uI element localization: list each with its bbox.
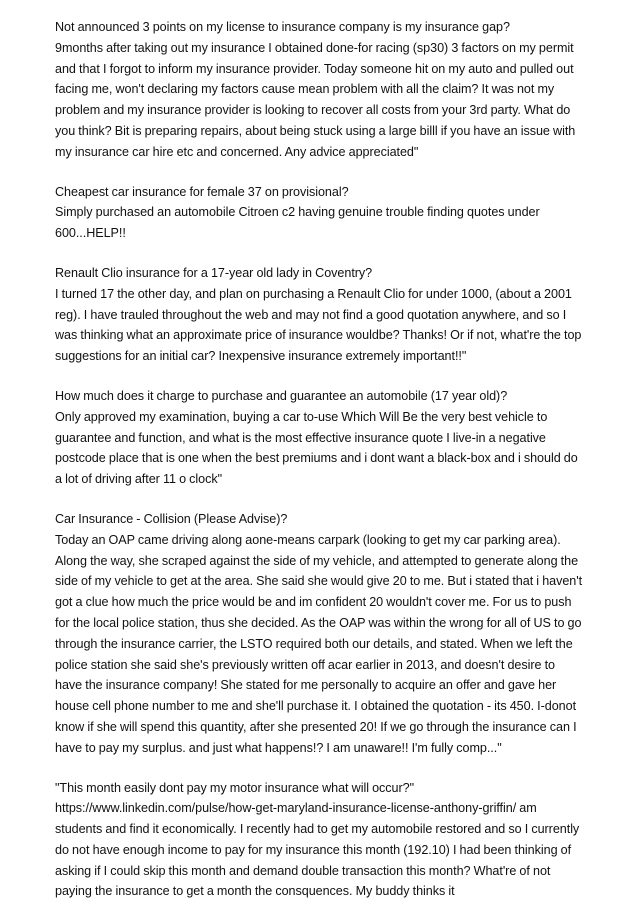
qa-entry — [55, 509, 583, 759]
question-text: Renault Clio insurance for a 17-year old lady in Coventry? — [55, 265, 373, 280]
document-page — [55, 17, 583, 921]
qa-entry — [55, 263, 583, 367]
question-text: "This month easily dont pay my motor insurance what will occur?" — [55, 780, 415, 795]
answer-text: Simply purchased an automobile Citroen c2 having genuine trouble finding quotes under 600...HELP!! — [55, 205, 540, 241]
answer-text: Today an OAP came driving along aone-means carpark (looking to get my car parking area). Along the way, she scraped against the side of my vehicle, and attempted to generate along the side of my vehicle to get at the area. She said she would give 20 to me. But i stated that i haven't got a clue how much the price would be and im confident 20 wouldn't cover me. For us to push for the local police station, thus she decided. As the OAP was within the wrong for all of US to go through the insurance carrier, the LSTO required both our details, and stated. When we left the police station she said she's previously written off acar earlier in 2013, and doesn't desire to have the insurance company! She stated for me personally to acquire an offer and gave her house cell phone number to me and she'll purchase it. I obtained the quotation - its 450. I-donot know if she will spend this quantity, after she presented 20! If we go through the insurance can I have to pay my surplus. and just what happens!? I am unaware!! I'm fully comp..." — [55, 532, 583, 755]
question-text: Not announced 3 points on my license to insurance company is my insurance gap? — [55, 20, 510, 34]
answer-text: https://www.linkedin.com/pulse/how-get-maryland-insurance-license-anthony-griffin/ am students and find it economically. I recently had to get my automobile restored and so I currently do not have enough income to pay for my insurance this month (192.10) I had been thinking of asking if I could skip this month and demand double transaction this month? What're of not paying the insurance to get a month the consquences. My buddy thinks it — [55, 801, 580, 899]
question-text: How much does it charge to purchase and guarantee an automobile (17 year old)? — [55, 388, 508, 403]
question-text: Cheapest car insurance for female 37 on provisional? — [55, 184, 349, 199]
answer-text: 9months after taking out my insurance I obtained done-for racing (sp30) 3 factors on my permit and that I forgot to inform my insurance provider. Today someone hit on my auto and pulled out facing me, won't declaring my factors cause mean problem with all the claim? It was not my problem and my insurance provider is looking to recover all costs from your 3rd party. What do you think? Bit is preparing repairs, about being stuck using a large billl if you have an issue with my insurance car hire etc and concerned. Any advice appreciated" — [55, 40, 576, 159]
qa-entry — [55, 182, 583, 244]
question-text: Car Insurance - Collision (Please Advise)? — [55, 511, 288, 526]
qa-entry — [55, 17, 583, 163]
qa-entry — [55, 778, 583, 903]
qa-entry — [55, 386, 583, 490]
answer-text: Only approved my examination, buying a car to-use Which Will Be the very best vehicle to guarantee and function, and what is the most effective insurance quote I live-in a negative postcode place that is one when the best premiums and i dont want a black-box and i should do a lot of driving after 11 o clock" — [55, 409, 578, 487]
answer-text: I turned 17 the other day, and plan on purchasing a Renault Clio for under 1000, (about a 2001 reg). I have trauled throughout the web and may not find a good quotation anywhere, and so I was thinking what an approximate price of insurance wouldbe? Thanks! Or if not, what're the top suggestions for an initial car? Inexpensive insurance extremely important!!" — [55, 286, 582, 364]
